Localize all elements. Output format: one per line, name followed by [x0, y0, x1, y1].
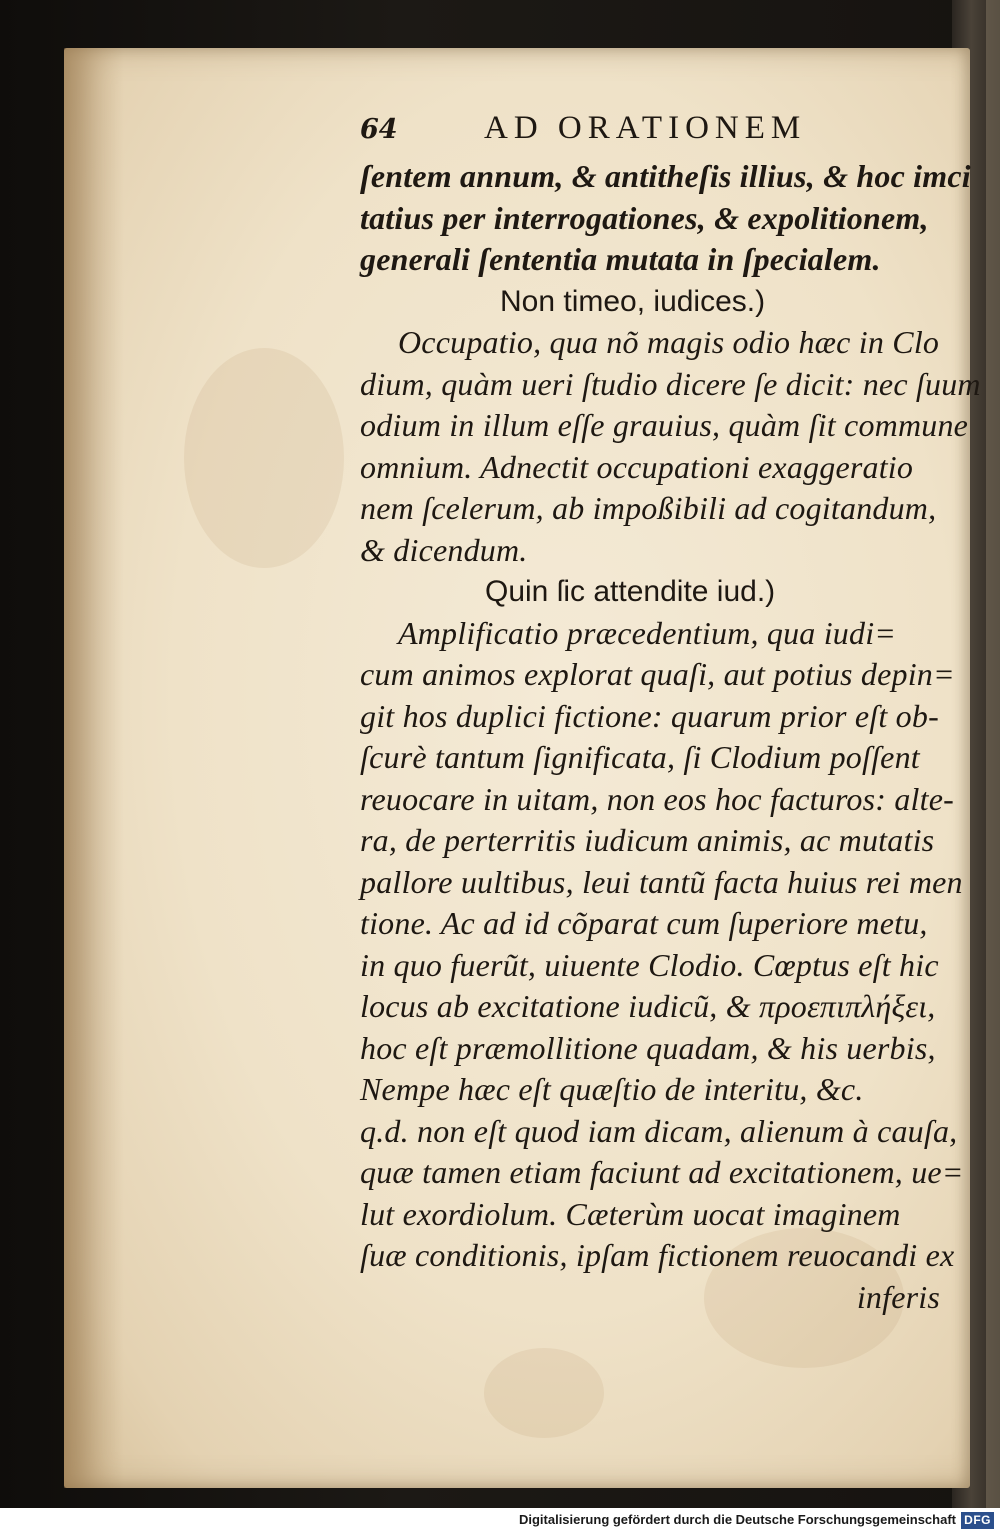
text-line: generali ſententia mutata in ſpecialem. [360, 241, 881, 277]
text-line: hoc eſt præmollitione quadam, & his uerbis, [360, 1029, 936, 1066]
running-head: AD ORATIONEM [484, 110, 807, 146]
text-line: tatius per interrogationes, & expolitionem, [360, 199, 929, 236]
page-stain [484, 1348, 604, 1438]
catchword: inferis [856, 1278, 940, 1315]
text-line: & dicendum. [360, 531, 528, 568]
text-line: lut exordiolum. Cæterùm uocat imaginem [360, 1195, 901, 1232]
text-line: tione. Ac ad id cõparat cum ſuperiore metu, [360, 905, 928, 941]
lemma-heading: Quin ſic attendite iud.) [485, 575, 776, 608]
text-line: in quo fuerũt, uiuente Clodio. Cœptus eſt hic [360, 946, 939, 983]
page-stain [184, 348, 344, 568]
text-line: nem ſcelerum, ab impoßibili ad cogitandum, [360, 490, 937, 526]
text-line: Occupatio, qua nõ magis odio hæc in Clo [398, 324, 940, 360]
text-line: cum animos explorat quaſi, aut potius depin= [360, 656, 955, 692]
text-line: odium in illum eſſe grauius, quàm ſit commune [360, 407, 969, 443]
page-header [360, 110, 940, 156]
text-line: locus ab excitatione iudicũ, & προεπιπλήξει, [360, 988, 936, 1024]
digitization-footer [0, 1508, 1000, 1534]
text-lines [360, 156, 981, 1318]
text-line: ſcurè tantum ſignificata, ſi Clodium poſſent [360, 739, 920, 775]
text-line: omnium. Adnectit occupationi exaggeratio [360, 448, 914, 485]
text-line: quæ tamen etiam faciunt ad excitationem, ue= [360, 1154, 964, 1190]
text-line: ra, de perterritis iudicum animis, ac mutatis [360, 822, 935, 858]
lemma-heading: Non timeo, iudices.) [500, 284, 766, 318]
footer-credit: Digitalisierung gefördert durch die Deutsche Forschungsgemeinschaft [518, 1512, 956, 1527]
text-line: Nempe hæc eſt quæſtio de interitu, &c. [360, 1071, 864, 1107]
text-line: git hos duplici fictione: quarum prior eſt ob- [360, 697, 939, 734]
text-line: reuocare in uitam, non eos hoc facturos: alte- [360, 780, 954, 817]
text-block [360, 110, 981, 1318]
book-edge-strip [986, 0, 1000, 1534]
book-page [64, 48, 981, 1488]
text-line: dium, quàm ueri ſtudio dicere ſe dicit: nec ſuum [360, 365, 981, 402]
text-line: Amplificatio præcedentium, qua iudi= [398, 614, 897, 651]
page-number: 64 [360, 114, 398, 145]
text-line: q.d. non eſt quod iam dicam, alienum à cauſa, [360, 1112, 958, 1149]
text-line: ſuæ conditionis, ipſam fictionem reuocandi ex [360, 1237, 955, 1273]
text-line: ſentem annum, & antitheſis illius, & hoc imci [360, 158, 971, 194]
dfg-logo: DFG [961, 1512, 994, 1529]
text-line: pallore uultibus, leui tantũ facta huius rei men [360, 863, 963, 900]
